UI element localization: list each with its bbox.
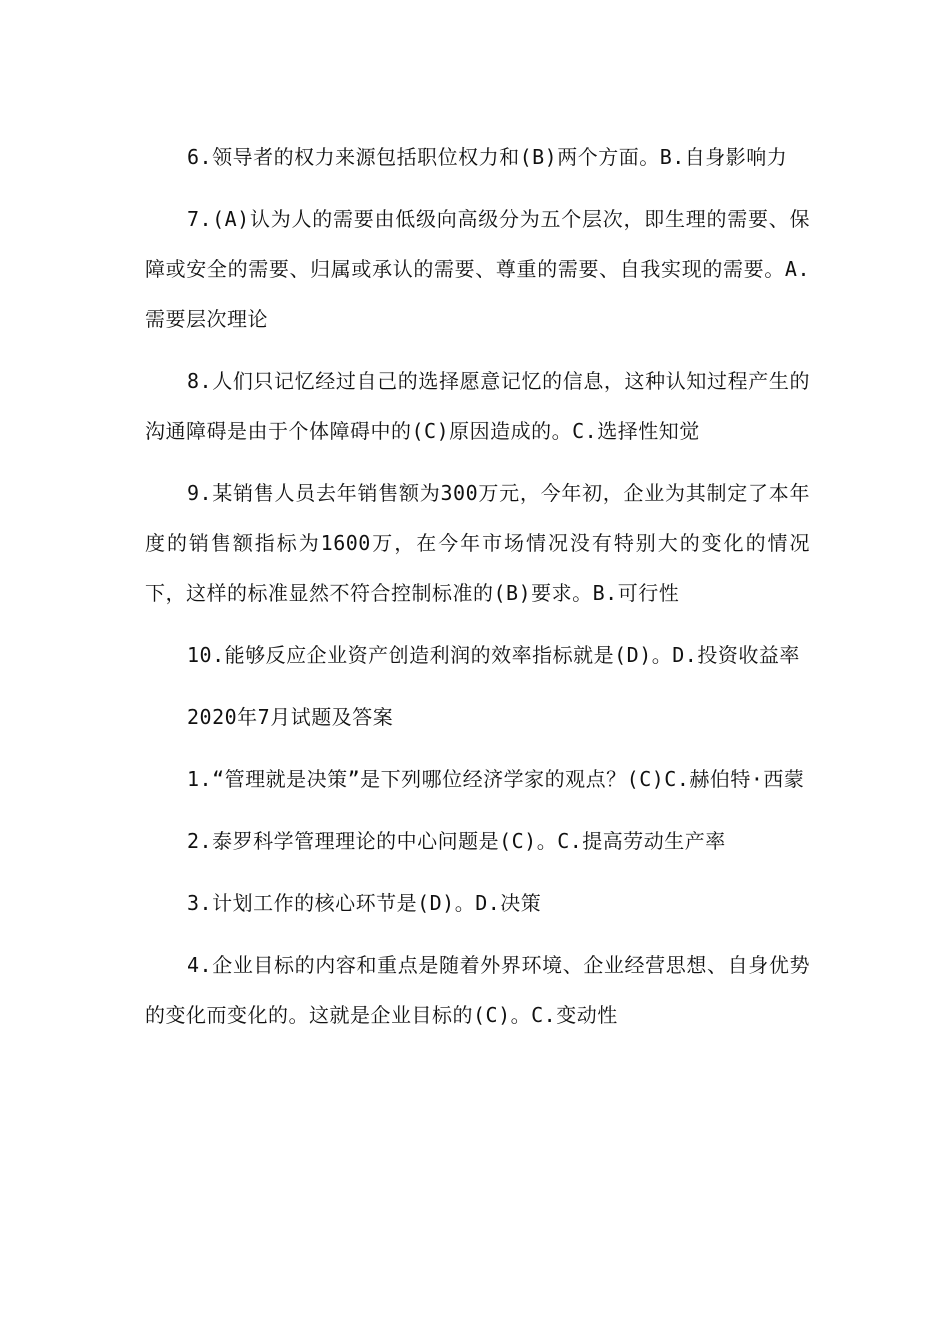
question-9: 9.某销售人员去年销售额为300万元，今年初，企业为其制定了本年度的销售额指标为1600万，在今年市场情况没有特别大的变化的情况下，这样的标准显然不符合控制标准的(B)要求。B.可行性 xyxy=(145,481,810,605)
section-question-2: 2.泰罗科学管理理论的中心问题是(C)。C.提高劳动生产率 xyxy=(187,829,726,853)
section-heading: 2020年7月试题及答案 xyxy=(187,705,394,729)
question-8: 8.人们只记忆经过自己的选择愿意记忆的信息，这种认知过程产生的沟通障碍是由于个体障碍中的(C)原因造成的。C.选择性知觉 xyxy=(145,369,810,443)
question-10: 10.能够反应企业资产创造利润的效率指标就是(D)。D.投资收益率 xyxy=(187,643,800,667)
question-6: 6.领导者的权力来源包括职位权力和(B)两个方面。B.自身影响力 xyxy=(187,145,788,169)
section-question-1: 1.“管理就是决策”是下列哪位经济学家的观点？(C)C.赫伯特·西蒙 xyxy=(187,767,805,791)
section-question-3: 3.计划工作的核心环节是(D)。D.决策 xyxy=(187,891,542,915)
section-question-4: 4.企业目标的内容和重点是随着外界环境、企业经营思想、自身优势的变化而变化的。这就是企业目标的(C)。C.变动性 xyxy=(145,953,810,1027)
question-7: 7.(A)认为人的需要由低级向高级分为五个层次，即生理的需要、保障或安全的需要、归属或承认的需要、尊重的需要、自我实现的需要。A.需要层次理论 xyxy=(145,207,810,331)
document-body xyxy=(145,132,810,1052)
